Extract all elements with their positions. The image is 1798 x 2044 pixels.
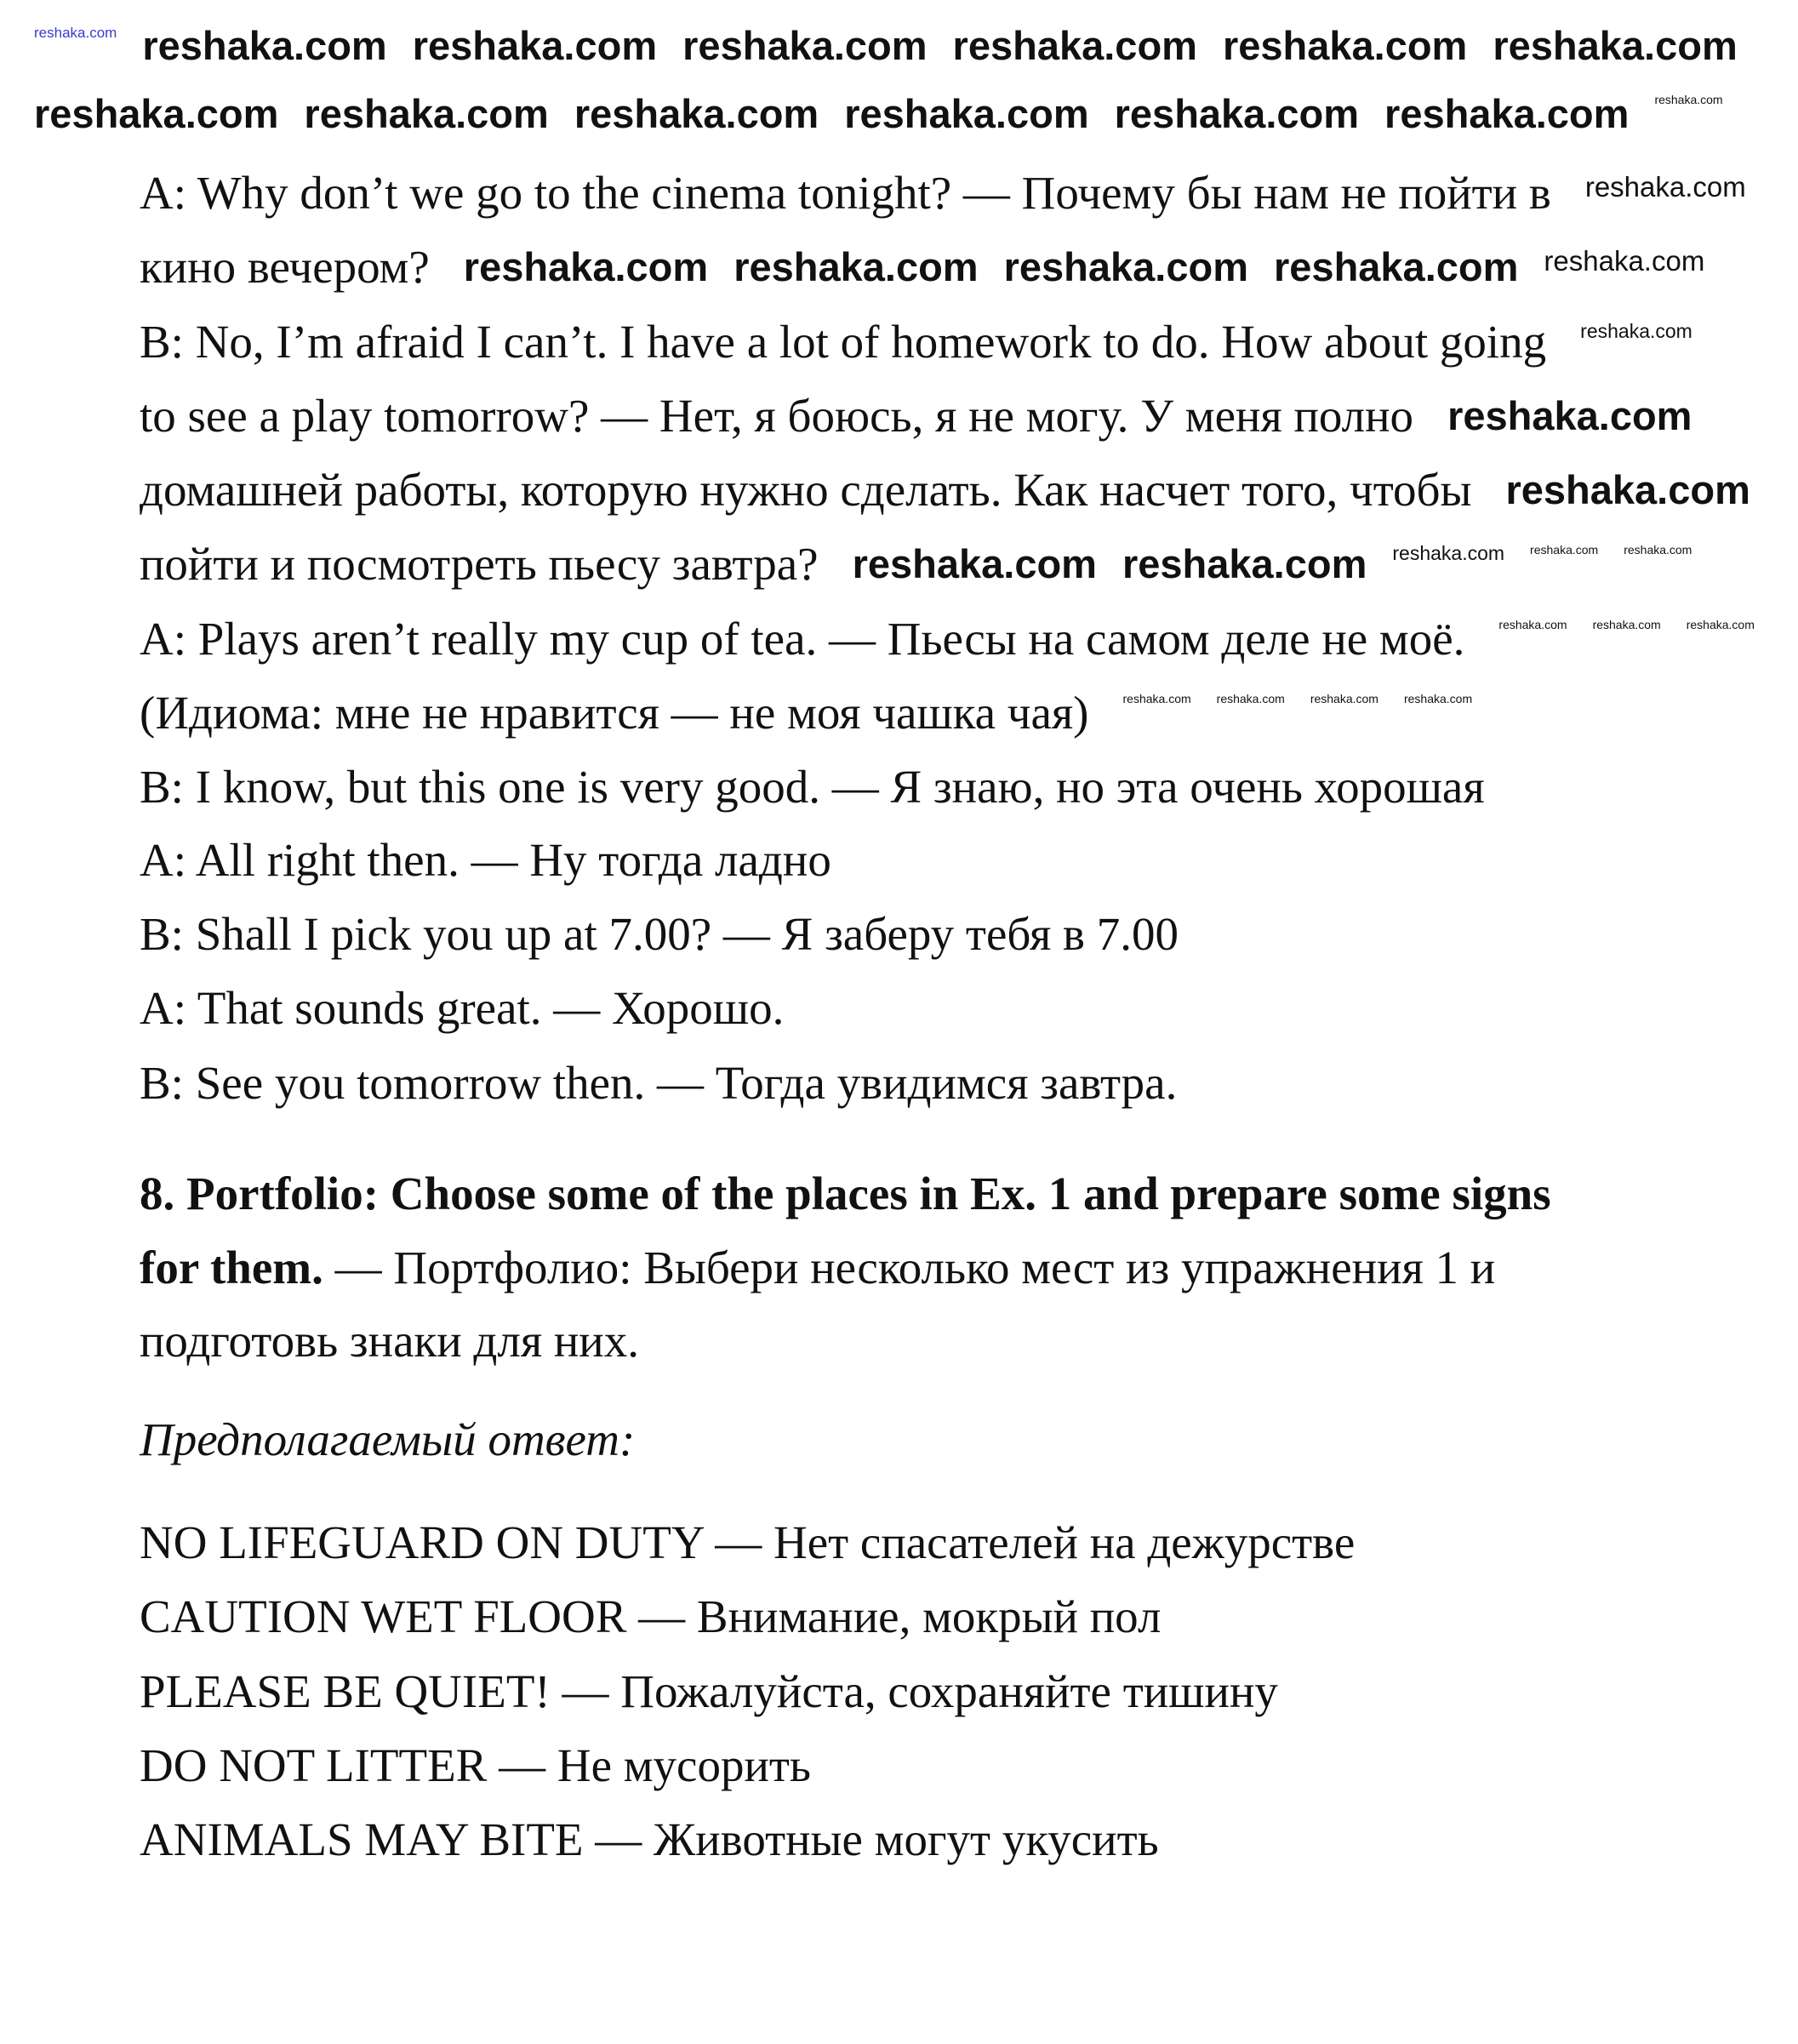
text-line bbox=[140, 241, 430, 294]
watermark: reshaka.com bbox=[463, 244, 709, 290]
watermark: reshaka.com bbox=[1654, 93, 1723, 106]
watermark: reshaka.com bbox=[844, 91, 1089, 136]
text-line bbox=[140, 686, 1089, 739]
watermark: reshaka.com bbox=[1530, 543, 1599, 557]
text-segment: A: That sounds great. — Хорошо. bbox=[140, 982, 785, 1035]
text-line bbox=[140, 538, 819, 591]
text-segment: кино вечером? bbox=[140, 241, 430, 294]
text-line bbox=[140, 1664, 1278, 1717]
watermark: reshaka.com bbox=[733, 244, 979, 290]
text-line bbox=[140, 1056, 1178, 1109]
text-segment: A: Why don’t we go to the cinema tonight? — Почему бы нам не пойти в bbox=[140, 167, 1551, 220]
watermark: reshaka.com bbox=[574, 91, 819, 136]
text-segment: пойти и посмотреть пьесу завтра? bbox=[140, 538, 819, 591]
watermark: reshaka.com bbox=[1403, 691, 1473, 705]
text-segment: to see a play tomorrow? — Нет, я боюсь, я не могу. У меня полно bbox=[140, 389, 1414, 442]
text-line bbox=[140, 1739, 812, 1791]
watermark: reshaka.com bbox=[1584, 171, 1746, 203]
watermark: reshaka.com bbox=[1310, 691, 1378, 705]
text-line bbox=[140, 908, 1179, 961]
text-line bbox=[140, 464, 1472, 517]
text-segment: ANIMALS MAY BITE — Животные могут укусить bbox=[140, 1813, 1159, 1866]
watermark: reshaka.com bbox=[34, 91, 279, 136]
text-segment: PLEASE BE QUIET! — Пожалуйста, сохраняйте тишину bbox=[140, 1664, 1278, 1717]
watermark: reshaka.com bbox=[1122, 691, 1191, 705]
watermark: reshaka.com bbox=[1122, 541, 1367, 587]
watermark: reshaka.com bbox=[1544, 245, 1705, 277]
text-segment: (Идиома: мне не нравится — не моя чашка чая) bbox=[140, 686, 1089, 739]
watermark: reshaka.com bbox=[412, 23, 658, 68]
exercise-heading-line bbox=[140, 1242, 1496, 1294]
watermark: reshaka.com bbox=[682, 23, 928, 68]
watermark: reshaka.com bbox=[1447, 392, 1692, 438]
watermark: reshaka.com bbox=[1592, 617, 1661, 631]
watermark: reshaka.com bbox=[1274, 244, 1519, 290]
text-line bbox=[140, 982, 785, 1035]
watermark: reshaka.com bbox=[1216, 691, 1285, 705]
text-line bbox=[140, 761, 1485, 814]
watermark: reshaka.com bbox=[1493, 23, 1738, 68]
text-line bbox=[140, 1813, 1159, 1866]
text-segment: B: I know, but this one is very good. — Я знаю, но эта очень хорошая bbox=[140, 761, 1485, 814]
text-segment: for them. bbox=[140, 1242, 323, 1294]
text-segment: 8. Portfolio: Choose some of the places in Ex. 1 and prepare some signs bbox=[140, 1167, 1551, 1219]
text-segment: B: No, I’m afraid I can’t. I have a lot of homework to do. How about going bbox=[140, 315, 1547, 368]
exercise-heading-line bbox=[140, 1314, 639, 1367]
watermark: reshaka.com bbox=[304, 91, 549, 136]
text-segment: A: Plays aren’t really my cup of tea. — Пьесы на самом деле не моё. bbox=[140, 612, 1465, 665]
text-line bbox=[140, 612, 1465, 665]
text-segment: B: See you tomorrow then. — Тогда увидимся завтра. bbox=[140, 1056, 1178, 1109]
watermark: reshaka.com bbox=[1498, 617, 1567, 631]
text-segment: — Портфолио: Выбери несколько мест из упражнения 1 и bbox=[322, 1242, 1496, 1294]
text-segment: A: All right then. — Ну тогда ладно bbox=[140, 833, 831, 886]
watermark: reshaka.com bbox=[1222, 23, 1468, 68]
text-segment: CAUTION WET FLOOR — Внимание, мокрый пол bbox=[140, 1590, 1162, 1643]
exercise-heading-line bbox=[140, 1167, 1551, 1219]
text-line bbox=[140, 833, 831, 886]
watermark: reshaka.com bbox=[1392, 542, 1505, 565]
text-segment: NO LIFEGUARD ON DUTY — Нет спасателей на дежурстве bbox=[140, 1516, 1356, 1569]
text-segment: подготовь знаки для них. bbox=[140, 1314, 639, 1367]
text-line bbox=[140, 389, 1414, 442]
watermark: reshaka.com bbox=[1384, 91, 1630, 136]
watermark: reshaka.com bbox=[1580, 319, 1692, 342]
text-line bbox=[140, 167, 1551, 220]
watermark: reshaka.com bbox=[1114, 91, 1360, 136]
text-segment: Предполагаемый ответ: bbox=[140, 1413, 636, 1466]
text-line bbox=[140, 1516, 1356, 1569]
answer-label bbox=[140, 1413, 636, 1466]
watermark: reshaka.com bbox=[952, 23, 1197, 68]
text-line bbox=[140, 1590, 1162, 1643]
watermark: reshaka.com bbox=[34, 25, 117, 41]
watermark: reshaka.com bbox=[142, 23, 387, 68]
text-segment: B: Shall I pick you up at 7.00? — Я заберу тебя в 7.00 bbox=[140, 908, 1179, 961]
watermark: reshaka.com bbox=[1624, 543, 1692, 557]
watermark: reshaka.com bbox=[1505, 467, 1750, 513]
text-segment: DO NOT LITTER — Не мусорить bbox=[140, 1739, 812, 1791]
text-segment: домашней работы, которую нужно сделать. Как насчет того, чтобы bbox=[140, 464, 1472, 517]
watermark: reshaka.com bbox=[852, 541, 1097, 587]
watermark: reshaka.com bbox=[1686, 617, 1755, 631]
watermark: reshaka.com bbox=[1003, 244, 1248, 290]
text-line bbox=[140, 315, 1547, 368]
